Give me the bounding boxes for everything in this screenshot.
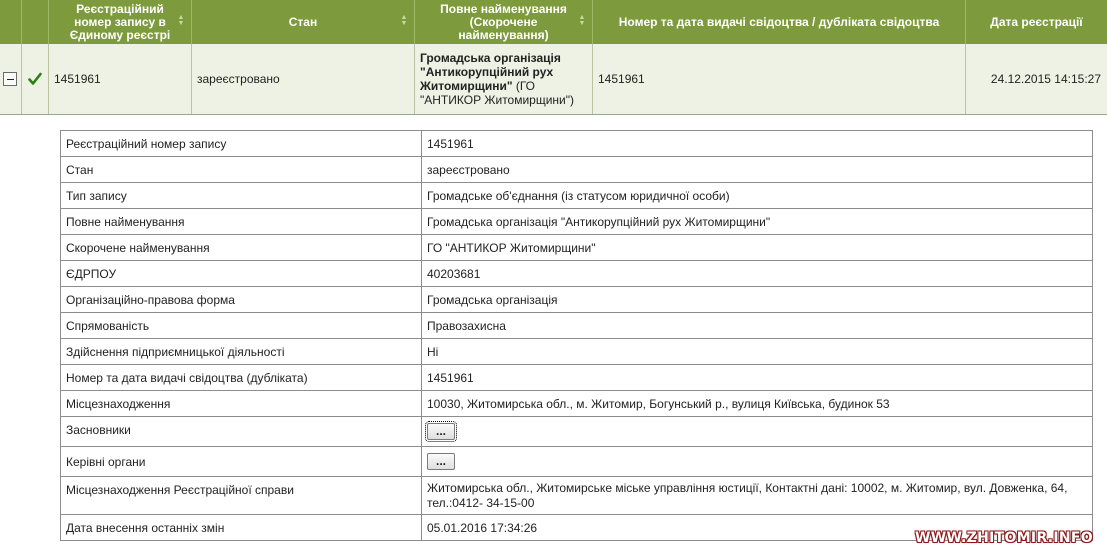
detail-label: Реєстраційний номер запису bbox=[61, 131, 422, 157]
sort-arrows-icon[interactable]: ▲ ▼ bbox=[177, 14, 185, 27]
header-reg-number[interactable]: Реєстраційний номер запису в Єдиному реєстрі ▲ ▼ bbox=[49, 0, 192, 44]
detail-value: Ні bbox=[422, 339, 1093, 365]
detail-row bbox=[61, 477, 1093, 515]
detail-value: 1451961 bbox=[422, 131, 1093, 157]
header-expand-col bbox=[0, 0, 22, 44]
row-reg-number: 1451961 bbox=[49, 44, 192, 114]
detail-value: Правозахисна bbox=[422, 313, 1093, 339]
expand-cell bbox=[0, 44, 22, 114]
row-short-name: (ГО "АНТИКОР Житомирщини") bbox=[420, 79, 575, 107]
detail-label: Місцезнаходження Реєстраційної справи bbox=[61, 477, 422, 515]
detail-value: Громадське об'єднання (із статусом юридичної особи) bbox=[422, 183, 1093, 209]
grid-row[interactable] bbox=[0, 44, 1107, 115]
detail-label: Керівні органи bbox=[61, 447, 422, 477]
detail-row bbox=[61, 183, 1093, 209]
site-watermark: WWW.ZHITOMIR.INFO bbox=[914, 530, 1093, 546]
sort-arrows-icon[interactable]: ▲ ▼ bbox=[578, 14, 586, 27]
detail-value: зареєстровано bbox=[422, 157, 1093, 183]
grid-header bbox=[0, 0, 1107, 45]
detail-table bbox=[60, 130, 1093, 541]
header-state[interactable]: Стан ▲ ▼ bbox=[192, 0, 415, 44]
detail-label: Номер та дата видачі свідоцтва (дубліката) bbox=[61, 365, 422, 391]
sort-arrows-icon[interactable]: ▲ ▼ bbox=[400, 14, 408, 27]
header-select-col bbox=[22, 0, 49, 44]
row-reg-date: 24.12.2015 14:15:27 bbox=[990, 72, 1101, 86]
detail-value: Громадська організація bbox=[422, 287, 1093, 313]
detail-row bbox=[61, 209, 1093, 235]
detail-value: 10030, Житомирська обл., м. Житомир, Богунський р., вулиця Київська, будинок 53 bbox=[422, 391, 1093, 417]
detail-value: 1451961 bbox=[422, 365, 1093, 391]
detail-value: 40203681 bbox=[422, 261, 1093, 287]
detail-label: Стан bbox=[61, 157, 422, 183]
header-full-name[interactable]: Повне найменування (Скорочене найменування) ▲ ▼ bbox=[415, 0, 593, 44]
header-reg-date[interactable]: Дата реєстрації bbox=[990, 14, 1083, 29]
detail-row bbox=[61, 157, 1093, 183]
detail-label: Спрямованість bbox=[61, 313, 422, 339]
detail-label: Повне найменування bbox=[61, 209, 422, 235]
founders-button[interactable]: ... bbox=[427, 423, 455, 440]
detail-value: ГО "АНТИКОР Житомирщини" bbox=[422, 235, 1093, 261]
detail-value: Житомирська обл., Житомирське міське управління юстиції, Контактні дані: 10002, м. Житомир, вул. Довженка, 64, тел.:0412- 34-15-00 bbox=[422, 477, 1093, 515]
detail-label: Скорочене найменування bbox=[61, 235, 422, 261]
detail-row bbox=[61, 417, 1093, 447]
detail-label: Місцезнаходження bbox=[61, 391, 422, 417]
detail-row bbox=[61, 339, 1093, 365]
detail-label: Тип запису bbox=[61, 183, 422, 209]
row-full-name-bold: Громадська організація "Антикорупційний рух Житомирщини" bbox=[420, 51, 561, 93]
detail-value bbox=[422, 447, 1093, 477]
row-certificate: 1451961 bbox=[593, 44, 966, 114]
checkmark-icon[interactable] bbox=[28, 72, 42, 86]
governing-bodies-button[interactable]: ... bbox=[427, 453, 455, 470]
row-full-name bbox=[415, 44, 593, 114]
header-certificate[interactable]: Номер та дата видачі свідоцтва / дубліката свідоцтва bbox=[593, 0, 966, 44]
detail-label: Організаційно-правова форма bbox=[61, 287, 422, 313]
detail-row bbox=[61, 287, 1093, 313]
detail-row bbox=[61, 447, 1093, 477]
detail-value: Громадська організація "Антикорупційний рух Житомирщини" bbox=[422, 209, 1093, 235]
detail-row bbox=[61, 131, 1093, 157]
minus-box-icon[interactable] bbox=[3, 72, 17, 86]
detail-row bbox=[61, 261, 1093, 287]
detail-label: Здійснення підприємницької діяльності bbox=[61, 339, 422, 365]
detail-label: ЄДРПОУ bbox=[61, 261, 422, 287]
detail-label: Засновники bbox=[61, 417, 422, 447]
row-state: зареєстровано bbox=[192, 44, 415, 114]
detail-value: 05.01.2016 17:34:26 bbox=[422, 515, 1093, 541]
detail-value bbox=[422, 417, 1093, 447]
detail-row bbox=[61, 365, 1093, 391]
detail-row bbox=[61, 391, 1093, 417]
detail-row bbox=[61, 313, 1093, 339]
detail-label: Дата внесення останніх змін bbox=[61, 515, 422, 541]
select-cell bbox=[22, 44, 49, 114]
detail-row bbox=[61, 235, 1093, 261]
